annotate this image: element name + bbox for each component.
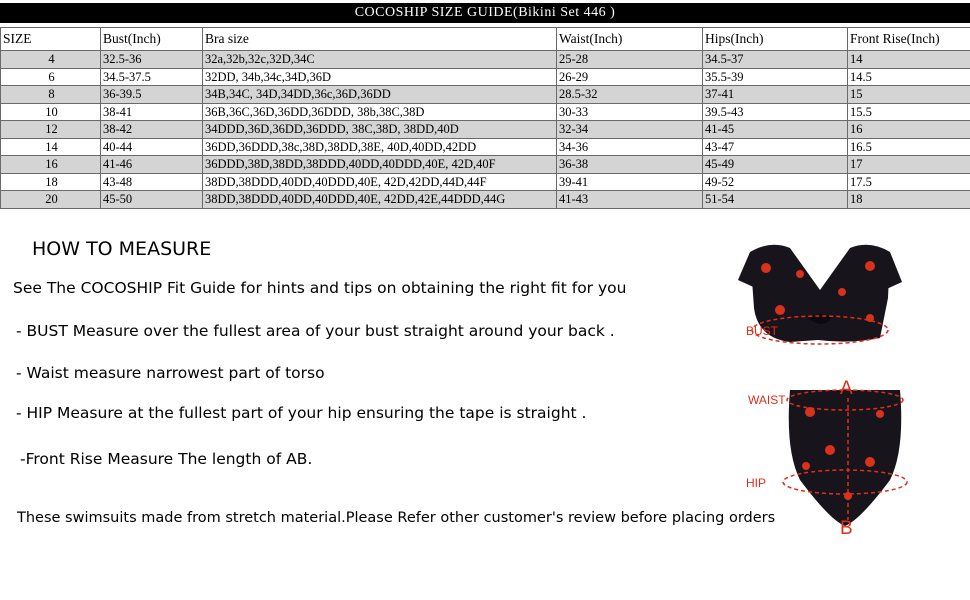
bikini-measurement-figure — [730, 230, 970, 550]
cell-bra-size: 36DD,36DDD,38c,38D,38DD,38E, 40D,40DD,42DD — [203, 138, 557, 156]
cell-bust: 38-42 — [101, 121, 203, 139]
waist-label: WAIST — [748, 393, 786, 407]
cell-size: 12 — [1, 121, 101, 139]
cell-bra-size: 38DD,38DDD,40DD,40DDD,40E, 42DD,42E,44DDD,44G — [203, 191, 557, 209]
cell-waist: 41-43 — [557, 191, 703, 209]
cell-front-rise: 16.5 — [848, 138, 970, 156]
cell-size: 6 — [1, 68, 101, 86]
cell-waist: 28.5-32 — [557, 86, 703, 104]
cell-waist: 34-36 — [557, 138, 703, 156]
waist-instruction: - Waist measure narrowest part of torso — [16, 364, 325, 382]
cell-bust: 43-48 — [101, 173, 203, 191]
cell-waist: 30-33 — [557, 103, 703, 121]
cell-bra-size: 36DDD,38D,38DD,38DDD,40DD,40DDD,40E, 42D,40F — [203, 156, 557, 174]
cell-hips: 51-54 — [703, 191, 848, 209]
cell-bra-size: 32a,32b,32c,32D,34C — [203, 51, 557, 69]
cell-waist: 36-38 — [557, 156, 703, 174]
stretch-material-note: These swimsuits made from stretch material.Please Refer other customer's review before placing orders — [17, 510, 776, 526]
size-guide-table — [0, 27, 970, 209]
cell-bra-size: 36B,36C,36D,36DD,36DDD, 38b,38C,38D — [203, 103, 557, 121]
cell-hips: 37-41 — [703, 86, 848, 104]
header-bra-size: Bra size — [203, 28, 557, 51]
cell-size: 10 — [1, 103, 101, 121]
cell-waist: 26-29 — [557, 68, 703, 86]
cell-bust: 41-46 — [101, 156, 203, 174]
cell-bra-size: 34DDD,36D,36DD,36DDD, 38C,38D, 38DD,40D — [203, 121, 557, 139]
cell-hips: 35.5-39 — [703, 68, 848, 86]
table-row — [1, 173, 970, 191]
how-to-measure-heading: HOW TO MEASURE — [32, 238, 212, 260]
header-bust: Bust(Inch) — [101, 28, 203, 51]
cell-hips: 34.5-37 — [703, 51, 848, 69]
cell-front-rise: 18 — [848, 191, 970, 209]
table-row — [1, 121, 970, 139]
cell-bust: 40-44 — [101, 138, 203, 156]
cell-waist: 32-34 — [557, 121, 703, 139]
point-b-label: B — [840, 518, 853, 539]
cell-bra-size: 32DD, 34b,34c,34D,36D — [203, 68, 557, 86]
fit-guide-intro: See The COCOSHIP Fit Guide for hints and tips on obtaining the right fit for you — [13, 279, 627, 297]
cell-waist: 39-41 — [557, 173, 703, 191]
cell-waist: 25-28 — [557, 51, 703, 69]
cell-bust: 38-41 — [101, 103, 203, 121]
table-row — [1, 51, 970, 69]
table-header-row — [1, 28, 970, 51]
front-rise-instruction: -Front Rise Measure The length of AB. — [20, 450, 313, 468]
cell-bra-size: 38DD,38DDD,40DD,40DDD,40E, 42D,42DD,44D,44F — [203, 173, 557, 191]
table-row — [1, 103, 970, 121]
cell-front-rise: 15.5 — [848, 103, 970, 121]
cell-front-rise: 17.5 — [848, 173, 970, 191]
cell-size: 18 — [1, 173, 101, 191]
cell-front-rise: 14 — [848, 51, 970, 69]
cell-size: 16 — [1, 156, 101, 174]
cell-hips: 39.5-43 — [703, 103, 848, 121]
cell-front-rise: 14.5 — [848, 68, 970, 86]
cell-size: 20 — [1, 191, 101, 209]
table-row — [1, 68, 970, 86]
hip-instruction: - HIP Measure at the fullest part of your hip ensuring the tape is straight . — [16, 404, 587, 422]
cell-size: 14 — [1, 138, 101, 156]
table-row — [1, 86, 970, 104]
table-row — [1, 138, 970, 156]
bust-label: BUST — [746, 324, 779, 338]
cell-size: 8 — [1, 86, 101, 104]
header-size: SIZE — [1, 28, 101, 51]
cell-bust: 36-39.5 — [101, 86, 203, 104]
cell-bust: 34.5-37.5 — [101, 68, 203, 86]
cell-hips: 45-49 — [703, 156, 848, 174]
cell-hips: 49-52 — [703, 173, 848, 191]
cell-hips: 43-47 — [703, 138, 848, 156]
bust-instruction: - BUST Measure over the fullest area of your bust straight around your back . — [16, 322, 615, 340]
size-guide-title: COCOSHIP SIZE GUIDE(Bikini Set 446 ) — [0, 3, 970, 23]
cell-size: 4 — [1, 51, 101, 69]
cell-bust: 45-50 — [101, 191, 203, 209]
header-waist: Waist(Inch) — [557, 28, 703, 51]
cell-front-rise: 17 — [848, 156, 970, 174]
cell-front-rise: 15 — [848, 86, 970, 104]
point-a-label: A — [840, 378, 853, 399]
cell-bust: 32.5-36 — [101, 51, 203, 69]
header-hips: Hips(Inch) — [703, 28, 848, 51]
hip-label: HIP — [746, 476, 767, 490]
cell-hips: 41-45 — [703, 121, 848, 139]
cell-bra-size: 34B,34C, 34D,34DD,36c,36D,36DD — [203, 86, 557, 104]
cell-front-rise: 16 — [848, 121, 970, 139]
header-front-rise: Front Rise(Inch) — [848, 28, 970, 51]
table-row — [1, 191, 970, 209]
table-row — [1, 156, 970, 174]
